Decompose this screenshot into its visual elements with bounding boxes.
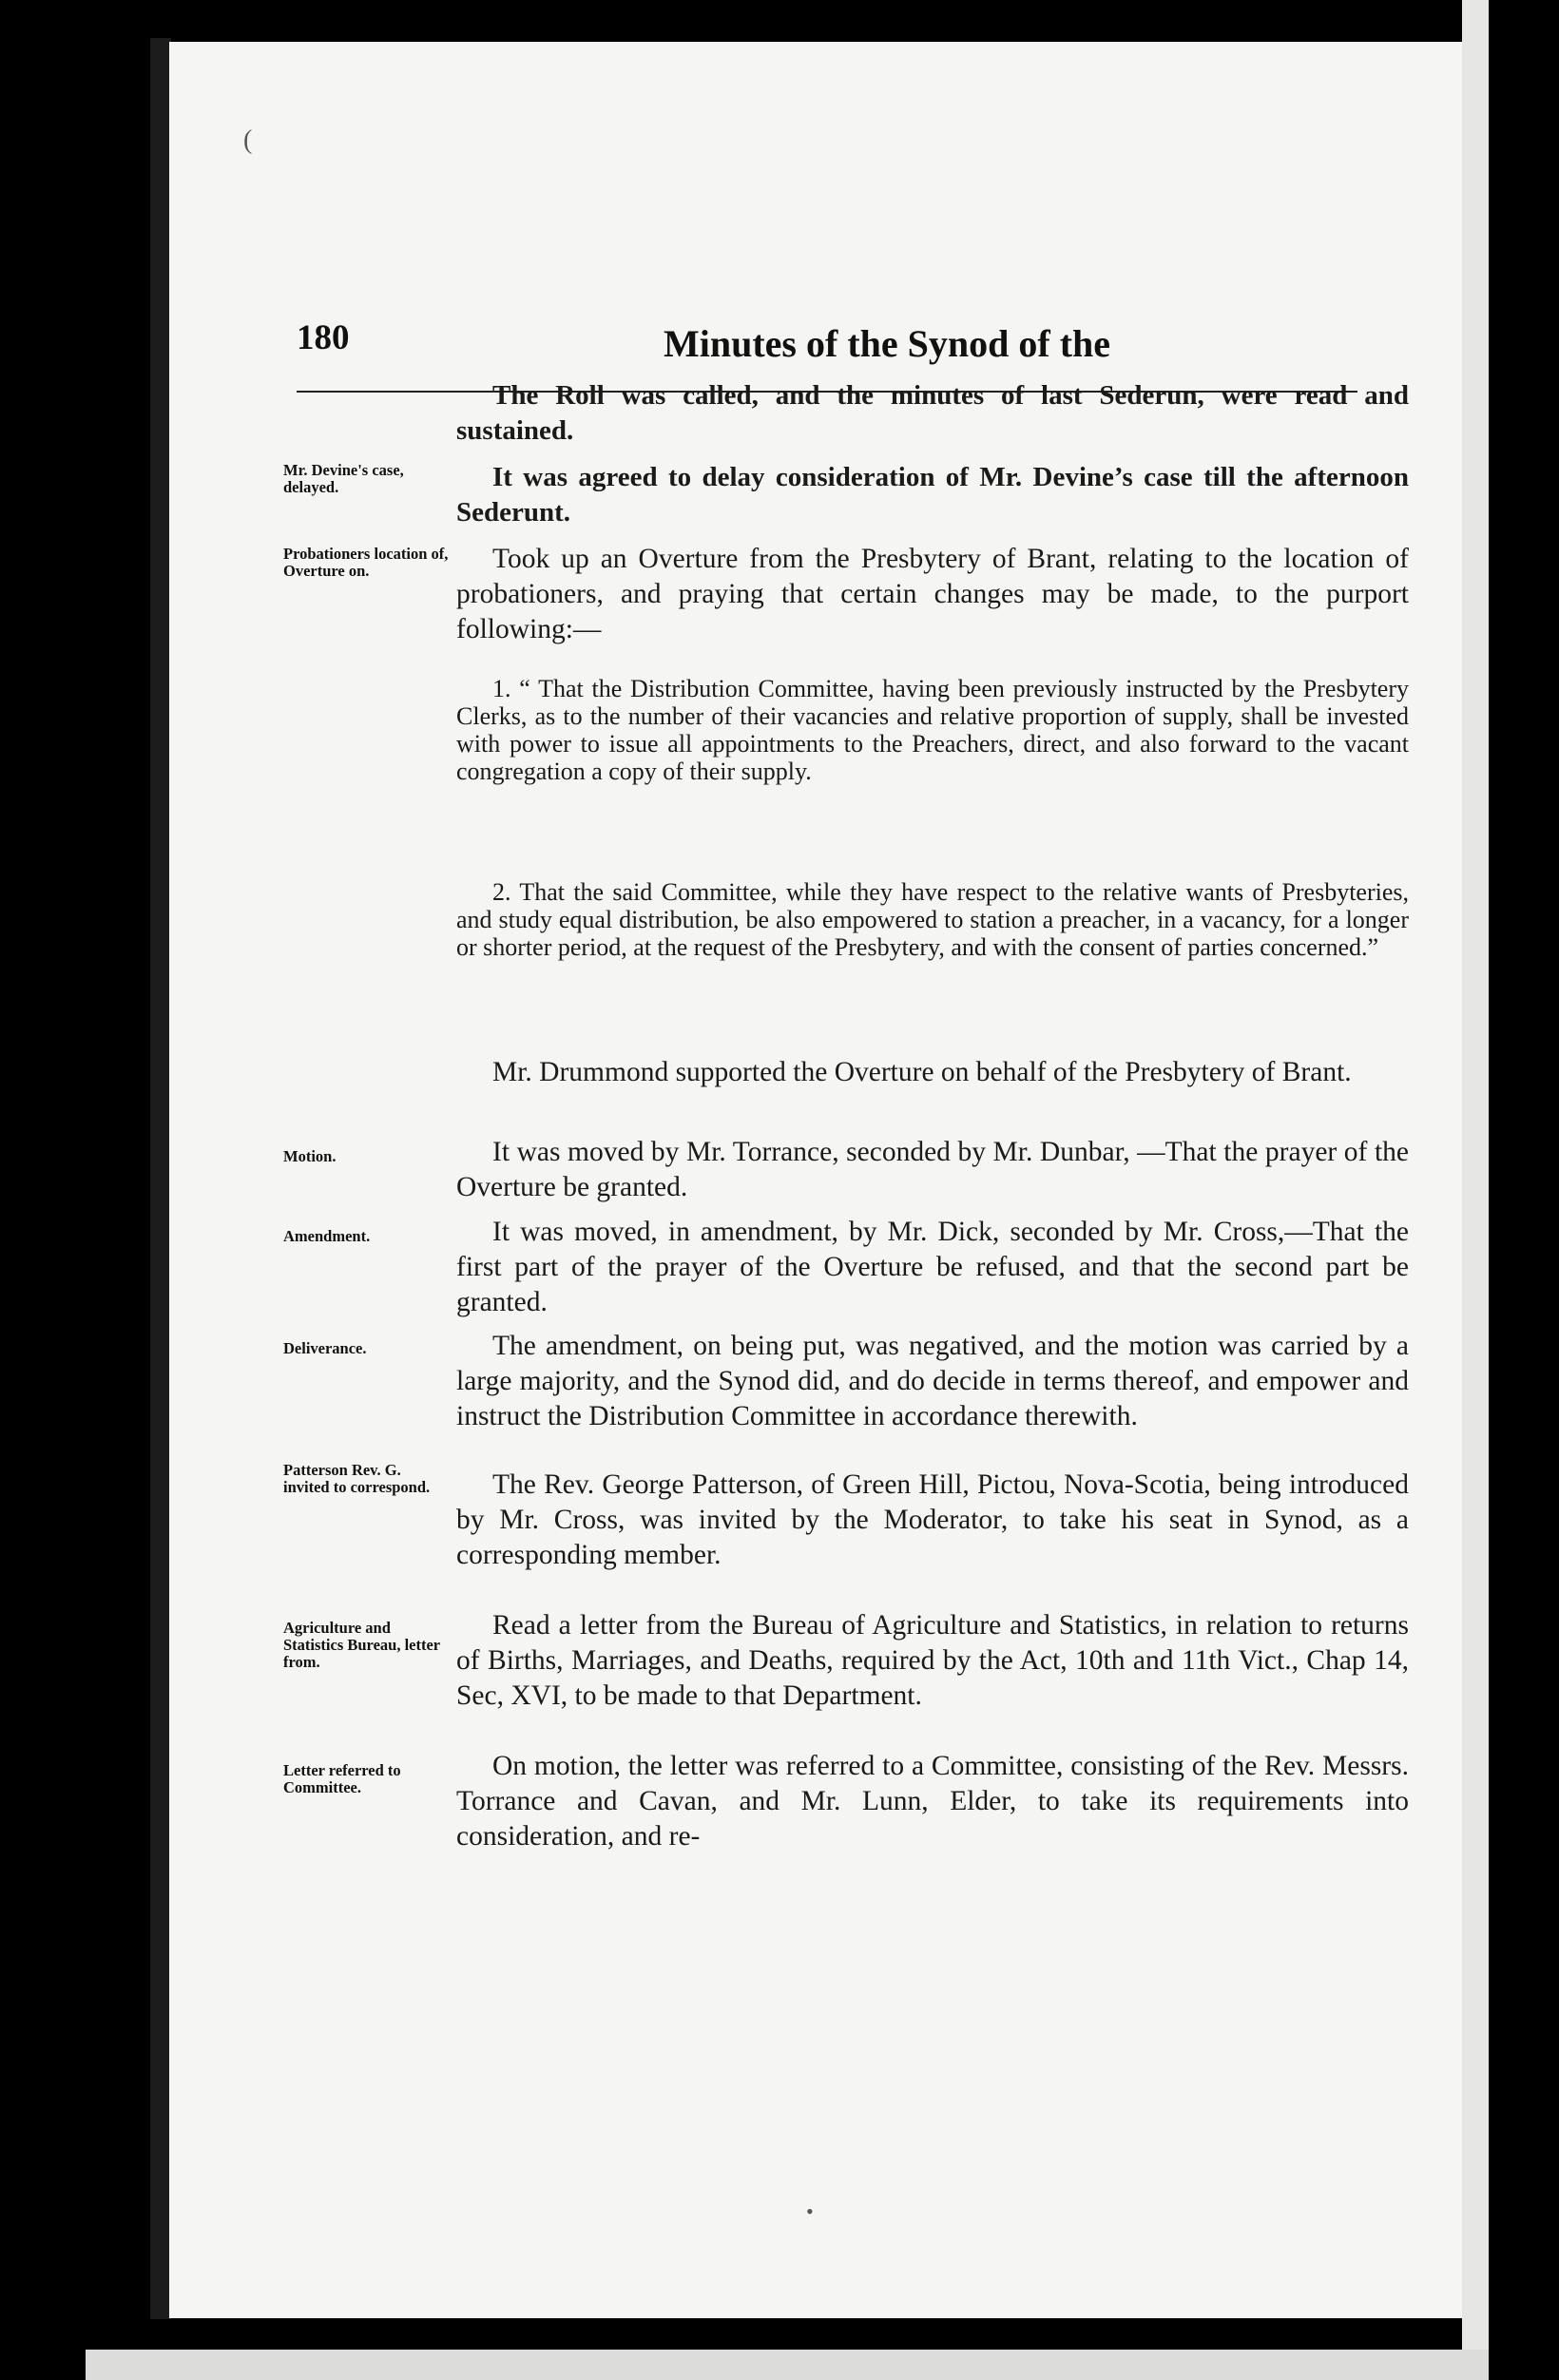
paragraph-overture: Took up an Overture from the Presbytery of Brant, relating to the location of probationers, and praying that certain changes may be made, to the purport following:— [456, 544, 1409, 644]
page-header [297, 279, 1418, 384]
speck-mark: • [806, 2199, 814, 2223]
paragraph-overture-point-2: 2. That the said Committee, while they have respect to the relative wants of Presbyteries, and study equal distribution, be also empowered to station a preacher, in a vacancy, for a longer or shorter period, at the request of the Presbytery, and with the consent of parties concerned.” [456, 878, 1409, 961]
pencil-mark: ( [243, 125, 253, 155]
margin-note-patterson: Patterson Rev. G. invited to correspond. [283, 1461, 431, 1496]
page-number: 180 [297, 318, 350, 357]
paragraph-drummond: Mr. Drummond supported the Overture on behalf of the Presbytery of Brant. [492, 1057, 1352, 1087]
paragraph-bureau-letter: Read a letter from the Bureau of Agriculture and Statistics, in relation to returns of Births, Marriages, and Deaths, required by the Act, 10th and 11th Vict., Chap 14, Sec, XVI, to be made to that Department. [456, 1610, 1409, 1711]
margin-note-agriculture-bureau: Agriculture and Statistics Bureau, letter from. [283, 1619, 440, 1671]
margin-note-devine-case: Mr. Devine's case, delayed. [283, 461, 404, 496]
facing-page-edge [1462, 0, 1489, 2380]
paragraph-roll-called: The Roll was called, and the minutes of last Sederun, were read and sustained. [456, 380, 1409, 446]
margin-note-amendment: Amendment. [283, 1227, 371, 1245]
page-binding-shadow [150, 38, 171, 2319]
margin-note-letter-referred: Letter referred to Committee. [283, 1761, 401, 1796]
paragraph-patterson: The Rev. George Patterson, of Green Hill, Pictou, Nova-Scotia, being introduced by Mr. Cross, was invited by the Moderator, to take his seat in Synod, as a corresponding member. [456, 1469, 1409, 1570]
paragraph-overture-point-1: 1. “ That the Distribution Committee, having been previously instructed by the Presbytery Clerks, as to the number of their vacancies and relative proportion of supply, shall be invested with power to issue all appointments to the Preachers, direct, and also forward to the vacant congregation a copy of their supply. [456, 675, 1409, 785]
next-page-edge [86, 2350, 1489, 2380]
paragraph-letter-referred: On motion, the letter was referred to a Committee, consisting of the Rev. Messrs. Torrance and Cavan, and Mr. Lunn, Elder, to take its requirements into consideration, and re- [456, 1751, 1409, 1852]
paragraph-amendment: It was moved, in amendment, by Mr. Dick, seconded by Mr. Cross,—That the first part of the prayer of the Overture be refused, and that the second part be granted. [456, 1217, 1409, 1317]
paragraph-motion: It was moved by Mr. Torrance, seconded by Mr. Dunbar, —That the prayer of the Overture be granted. [456, 1137, 1409, 1202]
margin-note-probationers: Probationers location of, Overture on. [283, 545, 449, 580]
paragraph-devine-case: It was agreed to delay consideration of Mr. Devine’s case till the afternoon Sederunt. [456, 462, 1409, 528]
book-page [169, 42, 1462, 2318]
margin-note-deliverance: Deliverance. [283, 1339, 367, 1357]
running-head: Minutes of the Synod of the [664, 322, 1111, 365]
paragraph-deliverance: The amendment, on being put, was negatived, and the motion was carried by a large majority, and the Synod did, and do decide in terms thereof, and empower and instruct the Distribution Committee in accordance therewith. [456, 1331, 1409, 1431]
margin-note-motion: Motion. [283, 1147, 337, 1165]
